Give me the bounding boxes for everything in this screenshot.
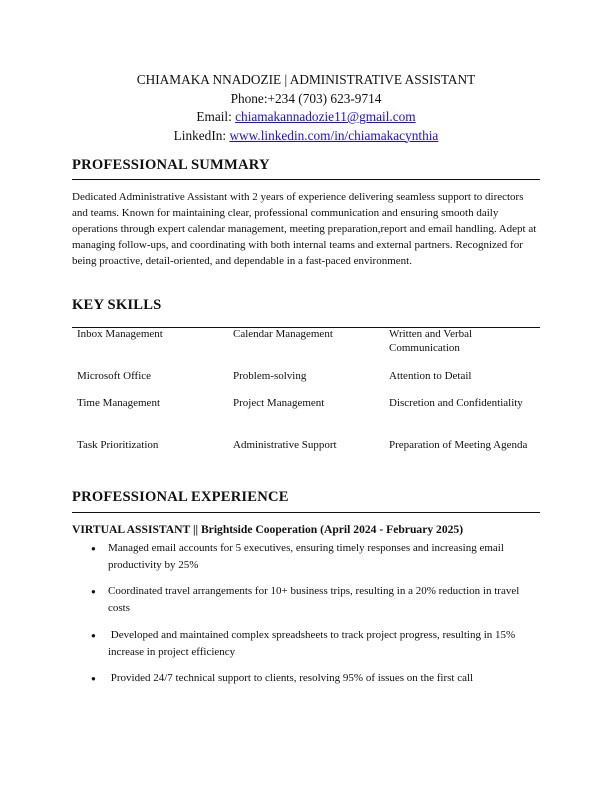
summary-text: Dedicated Administrative Assistant with 2 years of experience delivering seamless support to directors and teams. Known for maintaining clear, professional communication and ensuring smooth daily operations through expert calendar management, meeting preparation,report and email handling. Adept at managing follow-ups, and coordinating with both internal teams and external partners. Recognized for being proactive, detail-oriented, and dependable in a fast-paced environment. xyxy=(72,191,537,267)
skill-item: Task Prioritization xyxy=(77,439,159,451)
bullet-icon: ● xyxy=(91,674,96,683)
job-bullet: Provided 24/7 technical support to clients, resolving 95% of issues on the first call xyxy=(108,672,474,684)
job-title: VIRTUAL ASSISTANT || Brightside Cooperation (April 2024 - February 2025) xyxy=(72,523,464,536)
skill-item: Preparation of Meeting Agenda xyxy=(389,439,528,451)
skill-item: Calendar Management xyxy=(233,328,333,340)
summary-heading: PROFESSIONAL SUMMARY xyxy=(72,157,270,173)
skill-item: Attention to Detail xyxy=(389,370,472,382)
email-label: Email: xyxy=(196,109,236,124)
linkedin-line xyxy=(0,127,612,146)
skill-item: Time Management xyxy=(77,397,160,409)
skills-heading: KEY SKILLS xyxy=(72,297,162,313)
phone: Phone:+234 (703) 623-9714 xyxy=(230,90,382,106)
skill-item: Inbox Management xyxy=(77,328,163,340)
divider xyxy=(72,512,540,513)
skill-item: Microsoft Office xyxy=(77,370,152,382)
linkedin-link[interactable]: www.linkedin.com/in/chiamakacynthia xyxy=(229,127,439,143)
bullet-icon: ● xyxy=(91,587,96,596)
skill-item: Written and Verbal Communication xyxy=(389,328,473,354)
bullet-icon: ● xyxy=(91,544,96,553)
email-line xyxy=(0,108,612,127)
job-bullet: Managed email accounts for 5 executives, ensuring timely responses and increasing email productivity by 25% xyxy=(108,542,507,571)
skill-item: Discretion and Confidentiality xyxy=(389,397,523,409)
divider xyxy=(72,179,540,180)
skill-item: Administrative Support xyxy=(233,439,337,451)
resume-header xyxy=(0,71,612,145)
skill-item: Project Management xyxy=(233,397,325,409)
email-link[interactable]: chiamakannadozie11@gmail.com xyxy=(235,109,416,124)
experience-heading: PROFESSIONAL EXPERIENCE xyxy=(72,489,289,505)
linkedin-label: LinkedIn: xyxy=(173,127,230,143)
skill-item: Problem-solving xyxy=(233,370,307,382)
name-title: CHIAMAKA NNADOZIE | ADMINISTRATIVE ASSISTANT xyxy=(136,72,476,87)
bullet-icon: ● xyxy=(91,631,96,640)
job-bullet: Coordinated travel arrangements for 10+ business trips, resulting in a 20% reduction in travel costs xyxy=(108,585,523,614)
job-bullet: Developed and maintained complex spreadsheets to track project progress, resulting in 15% increase in project efficiency xyxy=(108,629,518,658)
